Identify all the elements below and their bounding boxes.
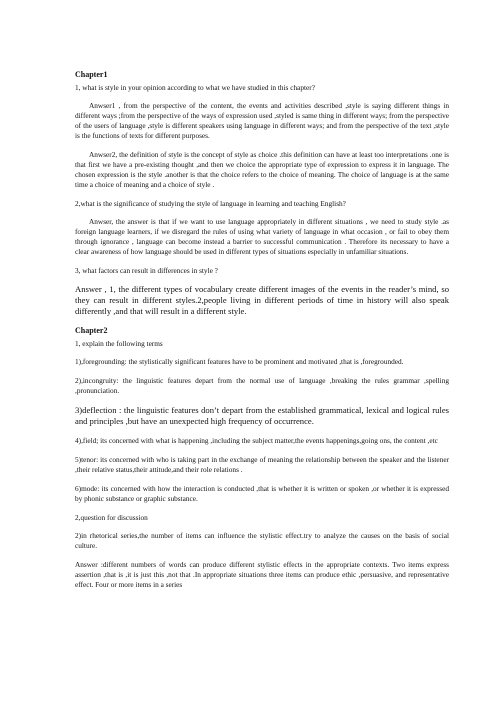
term-mode: 6)mode: its concerned with how the interaction is conducted ,that is whether it is written or spoken ,or whether it is expressed by phonic substance or graphic substance. bbox=[75, 484, 449, 503]
term-deflection: 3)deflection : the linguistic features don’t depart from the established grammatical, lexical and logical rules and principles ,but have an unexpected high frequency of occurrence. bbox=[75, 405, 449, 426]
chapter1-question-2: 2,what is the significance of studying the style of language in learning and teaching English? bbox=[75, 199, 346, 208]
chapter2-question-2: 2,question for discussion bbox=[75, 513, 148, 522]
chapter2-heading: Chapter2 bbox=[75, 326, 108, 335]
term-field: 4),field; its concerned with what is happening ,including the subject matter,the events happenings,going ons, the content ,etc bbox=[75, 436, 438, 445]
term-tenor: 5)tenor: its concerned with who is taking part in the exchange of meaning the relationship between the speaker and the listener ,their relative status,their attitude,and their role relations . bbox=[75, 455, 449, 474]
term-foregrounding: 1),foregrounding: the stylistically significant features have to be prominent and motivated ,that is ,foregrounded. bbox=[75, 357, 404, 366]
chapter1-heading: Chapter1 bbox=[75, 70, 108, 79]
chapter1-answer-2: Anwser2, the definition of style is the concept of style as choice .this definition can have at least too interpretations .one is that first we have a pre-existing thought ,and then we choice the appropriate type of expression to express it in language. The chosen expression is the style .another is that the choice refers to the choice of meaning. The choice of language is at the same time a choice of meaning and a choice of style . bbox=[75, 150, 449, 189]
chapter1-question-1: 1, what is style in your opinion according to what we have studied in this chapter? bbox=[75, 83, 315, 92]
chapter1-answer-1: Anwser1 , from the perspective of the content, the events and activities described ,style is saying different things in different ways ;from the perspective of the ways of expression used ,styled is same thing in different ways; from the perspective of the users of language ,style is different speakers using language in different ways; and from the perspective of the text ,style is the functions of texts for different purposes. bbox=[75, 101, 449, 140]
chapter1-question-3: 3, what factors can result in differences in style ? bbox=[75, 266, 218, 275]
discussion-question: 2)in rhetorical series,the number of items can influence the stylistic effect.try to analyze the causes on the basis of social culture. bbox=[75, 531, 449, 550]
term-incongruity: 2),incongruity: the linguistic features depart from the normal use of language ,breaking the rules grammar ,spelling ,pronunciation. bbox=[75, 376, 449, 395]
discussion-answer: Answer :different numbers of words can produce different stylistic effects in the appropriate contexts. Two items express assertion ,that is ,it is just this ,not that .In appropriate situations three items can produce ethic ,persuasive, and representative effect. Four or more items in a series bbox=[75, 560, 449, 589]
chapter1-answer-3: Anwser, the answer is that if we want to use language appropriately in different situations , we need to study style .as foreign language learners, if we disregard the rules of using what variety of language in what occasion , or fail to obey them through ignorance , language can become instead a barrier to successful communication . Therefore its necessary to have a clear awareness of how language should be used in different types of situations especially in unfamiliar situations. bbox=[75, 217, 449, 256]
chapter2-question-1: 1, explain the following terms bbox=[75, 339, 163, 348]
chapter1-answer-4: Answer , 1, the different types of vocabulary create different images of the events in the reader’s mind, so they can result in different styles.2,people living in different periods of time in history will also speak differently ,and that will result in a different style. bbox=[75, 284, 449, 316]
document-body bbox=[75, 70, 449, 596]
